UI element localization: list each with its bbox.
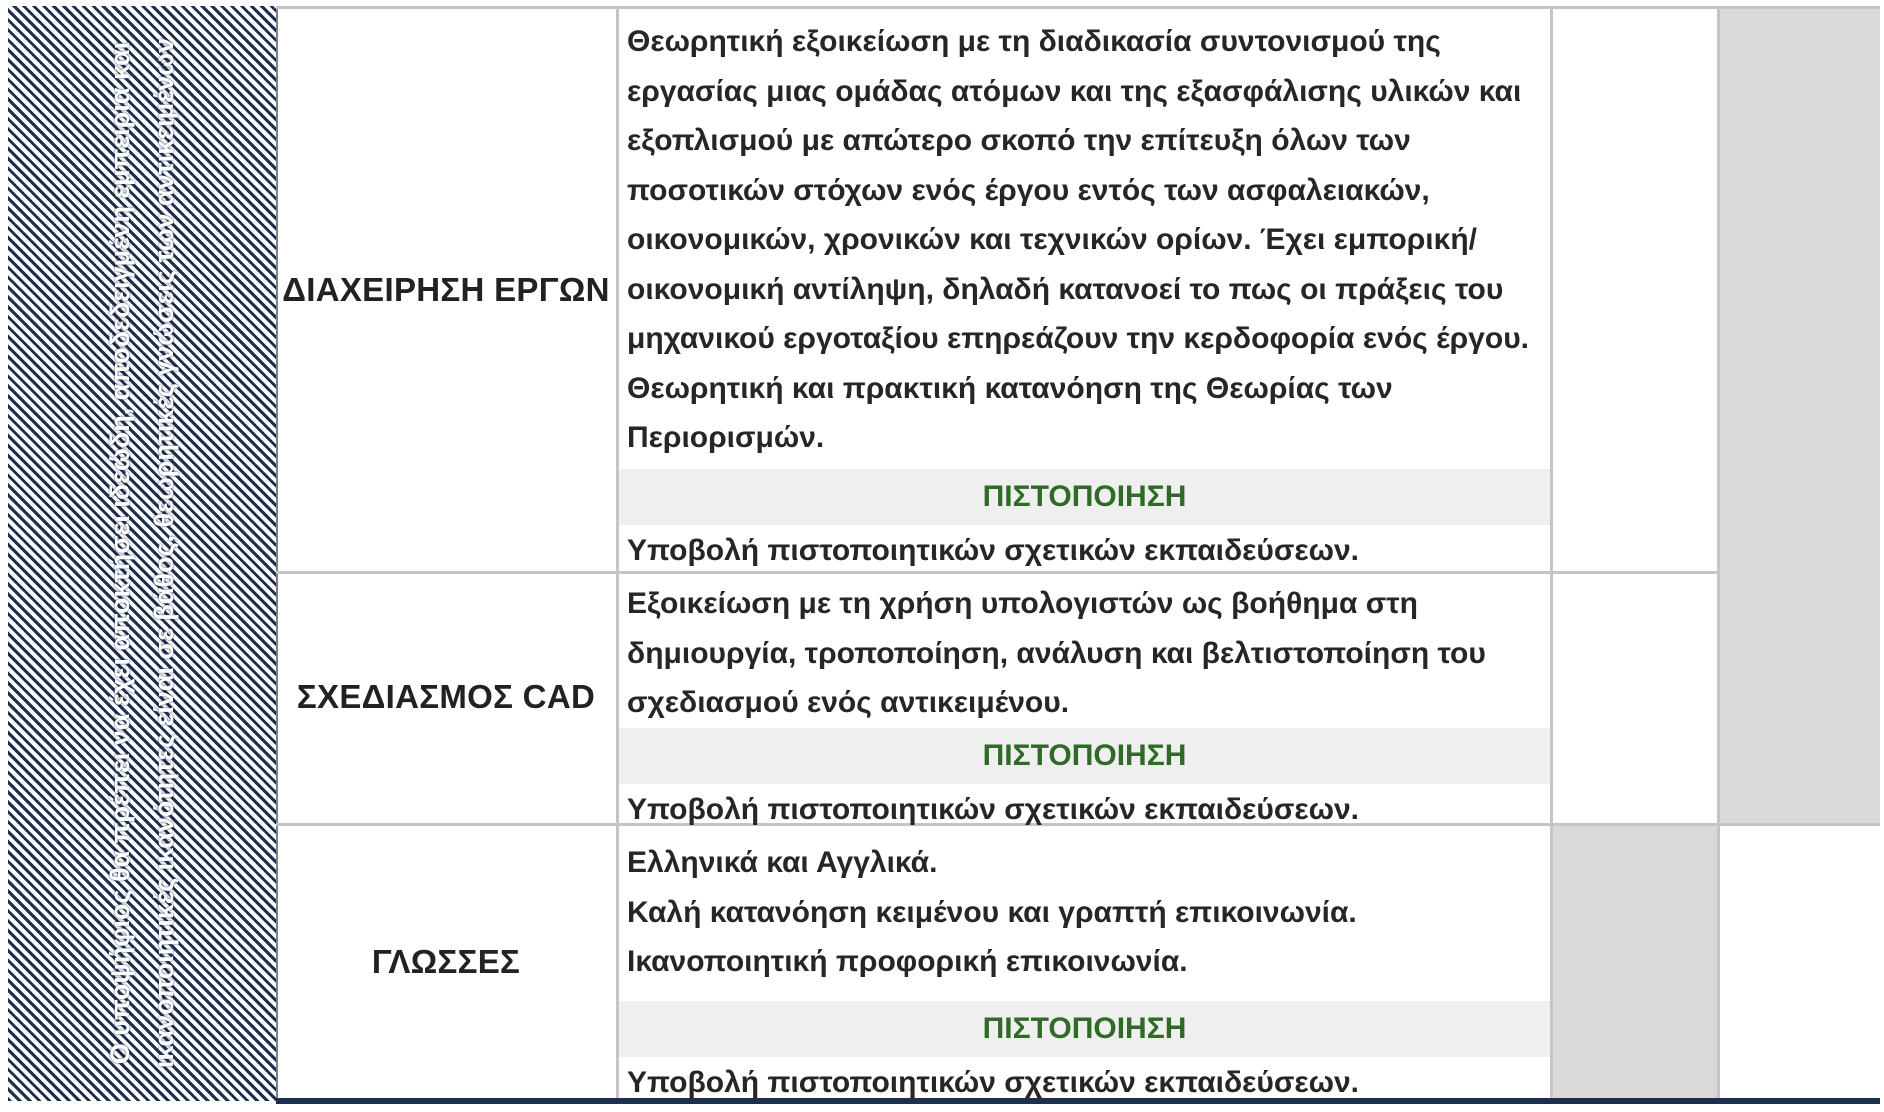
certification-text: Υποβολή πιστοποιητικών σχετικών εκπαιδεύσεων.	[627, 1065, 1359, 1099]
rating-cell-b	[1720, 571, 1880, 823]
table-row-languages	[276, 826, 1880, 1098]
row-description: Θεωρητική εξοικείωση με τη διαδικασία συντονισμού της εργασίας μιας ομάδας ατόμων και της εξασφάλισης υλικών και εξοπλισμού με απώτερο σκοπό την επίτευξη όλων των ποσοτικών στόχων ενός έργου εντός των ασφαλειακών, οικονομικών, χρονικών και τεχνικών ορίων. Έχει εμπορική/ οικονομική αντίληψη, δηλαδή κατανοεί το πως οι πράξεις του μηχανικού εργοταξίου επηρεάζουν την κερδοφορία ενός έργου. Θεωρητική και πρακτική κατανόηση της Θεωρίας των Περιορισμών.	[627, 25, 1529, 454]
row-title: ΓΛΩΣΣΕΣ	[371, 943, 521, 980]
row-description: Εξοικείωση με τη χρήση υπολογιστών ως βοήθημα στη δημιουργία, τροποποίηση, ανάλυση και βελτιστοποίηση του σχεδιασμού ενός αντικειμένου.	[627, 587, 1486, 719]
certification-text: Υποβολή πιστοποιητικών σχετικών εκπαιδεύσεων.	[627, 533, 1359, 567]
row-description-cell	[619, 9, 1553, 571]
certification-heading: ΠΙΣΤΟΠΟΙΗΣΗ	[619, 469, 1550, 525]
table-bottom-rule	[276, 1098, 1880, 1104]
rating-cell-b	[1720, 9, 1880, 571]
row-description-cell	[619, 571, 1553, 826]
row-title: ΣΧΕΔΙΑΣΜΟΣ CAD	[296, 678, 596, 715]
row-description	[619, 826, 1550, 987]
table-row-cad-design	[276, 571, 1880, 826]
row-title: ΔΙΑΧΕΙΡΗΣΗ ΕΡΓΩΝ	[282, 271, 610, 308]
certification-text: Υποβολή πιστοποιητικών σχετικών εκπαιδεύσεων.	[627, 792, 1359, 826]
requirements-table	[8, 6, 1884, 1104]
row-title-cell	[276, 571, 619, 823]
sidebar-striped-column	[8, 6, 278, 1101]
rating-cell-b	[1720, 826, 1880, 1098]
rating-cell-a	[1553, 826, 1720, 1098]
row-title-cell	[276, 826, 619, 1098]
row-description-cell	[619, 826, 1553, 1098]
description-line: Ικανοποιητική προφορική επικοινωνία.	[627, 945, 1188, 978]
sidebar-vertical-text: Ο υποψήφιος θα πρέπει να έχει αποκτήσει ιδεώδη, αποδεδειγμένη εμπειρία και ικανοποιητικές ικανότητες είναι σε βάθος, θεωρητικές γνώσεις των αντικειμένων	[105, 37, 179, 1069]
row-title-cell	[276, 9, 619, 571]
description-line: Καλή κατανόηση κειμένου και γραπτή επικοινωνία.	[627, 895, 1357, 929]
description-line: Ελληνικά και Αγγλικά.	[627, 846, 938, 879]
certification-heading: ΠΙΣΤΟΠΟΙΗΣΗ	[619, 1001, 1550, 1057]
rating-cell-a	[1553, 9, 1720, 571]
rating-cell-a	[1553, 571, 1720, 823]
table-row-project-management	[276, 6, 1880, 574]
certification-heading: ΠΙΣΤΟΠΟΙΗΣΗ	[619, 728, 1550, 784]
